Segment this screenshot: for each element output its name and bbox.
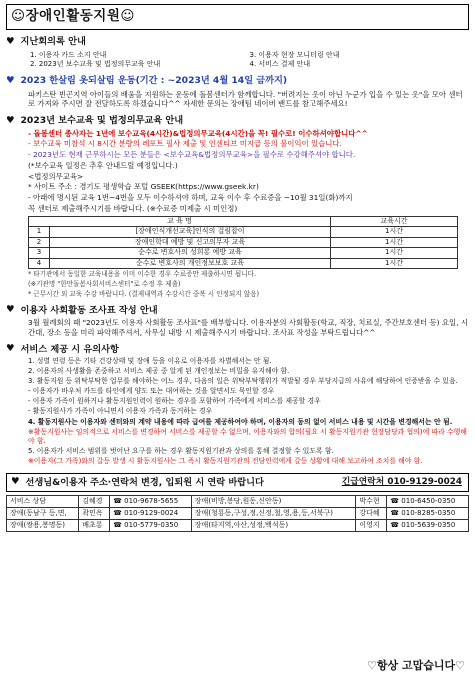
table-cell: [장애인식개선교육]인식의 걸림잡이 xyxy=(50,227,331,238)
table-row xyxy=(7,508,469,520)
heart-icon: ♥ xyxy=(11,476,20,488)
table-row xyxy=(7,520,469,532)
contact-area: 장애(청룡동,구성,정,신정,철,영,용,등,서북구) xyxy=(191,508,356,520)
contact-name: 곽민옥 xyxy=(79,508,110,520)
caution-line: ※활동지원사는 임의적으로 서비스를 변경하여 서비스를 제공할 수 없으며, 이용자와의 합의(필요 시 활동지원기관 현장담당과 협의)에 따라 수행해야 함. xyxy=(28,427,467,445)
section-heading: 2023년 보수교육 및 법정의무교육 안내 xyxy=(20,115,184,127)
contact-phone[interactable]: ☎ 010-9129-0024 xyxy=(110,508,192,520)
table-cell: 2 xyxy=(29,237,50,248)
table-cell: 순수로 변호사의 성희롱 예방 교육 xyxy=(50,248,331,259)
agenda-item: 4. 서비스 결제 안내 xyxy=(249,59,311,68)
caution-line: - 활동지원사가 가족이 아니면서 이용자 가족과 동거하는 경우 xyxy=(28,407,213,416)
section-heading: 이용자 사회활동 조사표 작성 안내 xyxy=(20,304,158,316)
contact-name: 김혜경 xyxy=(79,496,110,508)
education-line: (*보수교육 일정은 추후 안내드릴 예정입니다.) xyxy=(28,160,178,170)
agenda-item: 3. 이용자 현장 모니터링 안내 xyxy=(249,50,340,59)
table-cell: 순수로 변호사의 개인정보보호 교육 xyxy=(50,258,331,269)
contact-phone[interactable]: ☎ 010-5639-0350 xyxy=(387,520,469,532)
education-site-line[interactable]: * 사이트 주소 : 경기도 평생학습 포털 GSEEK(https://www.gseek.kr) xyxy=(28,182,259,192)
table-cell: 1시간 xyxy=(331,248,458,259)
heart-icon: ♥ xyxy=(6,75,15,86)
caution-line: - 이용자 가족이 원하거나 활동지원인력이 원하는 경우를 포함하여 가족에게 서비스를 제공할 경우 xyxy=(28,397,321,406)
contact-area: 서비스 상담 xyxy=(7,496,79,508)
footer-heading: 선생님&이용자 주소·연락처 변경, 입퇴원 시 연락 바랍니다 xyxy=(25,476,264,488)
contact-phone[interactable]: ☎ 010-9678-5655 xyxy=(110,496,192,508)
emergency-contact[interactable]: 긴급연락처 010-9129-0024 xyxy=(341,476,462,487)
contact-name: 강다혜 xyxy=(356,508,387,520)
title-box xyxy=(6,4,469,30)
table-row xyxy=(29,237,458,248)
contact-change-bar xyxy=(6,473,469,492)
table-row xyxy=(29,227,458,238)
education-line: <법정의무교육> xyxy=(28,171,84,181)
table-cell: 1시간 xyxy=(331,258,458,269)
table-cell: 1 xyxy=(29,227,50,238)
contact-area: 장애(비방,봉당,원동,신안동) xyxy=(191,496,356,508)
section-education xyxy=(6,115,469,298)
section-heading: 지난회의록 안내 xyxy=(20,36,86,48)
heart-icon: ♥ xyxy=(6,115,15,127)
contact-phone[interactable]: ☎ 010-5779-0350 xyxy=(110,520,192,532)
contact-name: 이영지 xyxy=(356,520,387,532)
contact-phone[interactable]: ☎ 010-8285-0350 xyxy=(387,508,469,520)
heart-icon: ♥ xyxy=(6,304,15,316)
social-activity-body: 3월 월례회의 때 "2023년도 이용자 사회활동 조사표"를 배부합니다. 이용자분의 사회활동(학교, 직장, 치료실, 주간보호센터 등) 요일, 시간대, 장소 등을 미리 파악해주셔서, 사무실 내방 시 제출해주시기 바랍니다. 조사표 작성을 부탁드립니다^^ xyxy=(28,317,469,337)
caution-line: 3. 활동지원 등 위탁부탁한 업무를 해야하는 어느 경우, 다음의 일은 위탁부탁행위가 적발될 경우 부당지급의 사유에 해당하여 인증받을 수 있음. xyxy=(28,377,458,386)
education-note: * 근무시간 외 교육 수강 바랍니다. (결제내역과 수강시간 중복 시 인정되지 않음) xyxy=(28,289,260,298)
contact-area: 장애(타지역,아산,성정,백석동) xyxy=(191,520,356,532)
campaign-body: 파키스탄 빈곤지역 아이들의 배움을 지원하는 운동에 돌봄센터가 함께합니다. "버려지는 옷이 아닌 누군가 입을 수 있는 옷"을 모아 센터로 가져와 주시면 잘 전달하도록 하겠습니다^^ 자세한 문의는 장애팀 네이버 밴드를 참고해주세요! xyxy=(28,89,463,109)
thanks-message: ♡항상 고맙습니다♡ xyxy=(367,659,465,673)
table-header: 교육시간 xyxy=(331,216,458,227)
contact-name: 박수현 xyxy=(356,496,387,508)
education-line: - 아래에 명시된 교육 1번~4번을 모두 이수하셔야 하며, 교육 이수 후 수료증을 ~10월 31일(화)까지 xyxy=(28,193,353,203)
education-line: - 2023년도 현재 근무하시는 모든 분들은 <보수교육&법정의무교육>을 필수로 수강해주셔야 합니다. xyxy=(28,150,356,160)
table-row xyxy=(29,248,458,259)
table-cell: 3 xyxy=(29,248,50,259)
caution-line: 5. 이용자가 서비스 범위를 벗어난 요구를 하는 경우 활동지원기관과 상의를 통해 결정할 수 있도록 함. xyxy=(28,446,334,455)
agenda-item: 2. 2023년 보수교육 및 법정의무교육 안내 xyxy=(30,59,161,68)
table-row xyxy=(29,258,458,269)
table-cell: 4 xyxy=(29,258,50,269)
contact-phone[interactable]: ☎ 010-6450-0350 xyxy=(387,496,469,508)
table-cell: 1시간 xyxy=(331,237,458,248)
agenda-item: 1. 이용자 카드 소지 안내 xyxy=(30,50,107,59)
education-line: - 돌봄센터 종사자는 1년에 보수교육(4시간)&법정의무교육(4시간)을 꼭! 필수로! 이수하셔야합니다^^ xyxy=(28,128,368,138)
table-cell: 장애인학대 예방 및 신고의무자 교육 xyxy=(50,237,331,248)
caution-line: 4. 활동지원사는 이용자와 센터와의 계약 내용에 따라 급여를 제공하여야 하며, 이용자의 동의 없이 서비스 내용 및 시간을 변경해서는 안 됨. xyxy=(28,417,453,426)
section-heading: 서비스 제공 시 유의사항 xyxy=(20,343,119,355)
education-note: (※기관명 "한만돌봄사회서비스센터"로 수정 후 제출) xyxy=(28,279,181,288)
heart-icon: ♥ xyxy=(6,36,15,47)
table-header: 교 육 명 xyxy=(29,216,331,227)
table-row xyxy=(7,496,469,508)
caution-line: ※이용자(그 가족)와의 갈등 발생 시 활동지원사는 그 즉시 활동지원기관의 전담인력에게 갈등 상황에 대해 보고하여 조치를 해야 함. xyxy=(28,457,423,466)
section-clothes-campaign xyxy=(6,75,469,109)
contact-name: 배초롱 xyxy=(79,520,110,532)
education-line: - 보수교육 미참석 시 8시간 분량의 레포트 필사 제출 및 인센티브 미지급 등의 불이익이 있습니다. xyxy=(28,139,342,149)
caution-line: 2. 이용자의 사생활을 존중하고 서비스 제공 중 알게 된 개인정보는 비밀을 유지해야 함. xyxy=(28,367,290,376)
page-title: ☺장애인활동지원☺ xyxy=(11,8,135,25)
education-line: 꼭 센터로 제출해주시기를 바랍니다. (※수료증 미제출 시 미인정) xyxy=(28,203,238,213)
education-table xyxy=(28,216,458,270)
caution-line: - 이용자가 바우처 카드를 타인에게 양도 또는 대여하는 것을 알면서도 묵인할 경우 xyxy=(28,387,275,396)
section-previous-minutes xyxy=(6,36,469,69)
contact-area: 장애(쌍용,봉명동) xyxy=(7,520,79,532)
heart-icon: ♥ xyxy=(6,343,15,355)
table-header-row xyxy=(29,216,458,227)
contact-area: 장애(동남구 등,면, xyxy=(7,508,79,520)
section-social-activity xyxy=(6,304,469,337)
caution-line: 1. 성별 연령 등은 기타 건강상태 및 장애 등을 이유로 이용자를 차별해서는 안 됨. xyxy=(28,356,272,365)
section-service-cautions xyxy=(6,343,469,466)
table-cell: 1시간 xyxy=(331,227,458,238)
section-heading: 2023 한살림 옷되살림 운동(기간 : ~2023년 4월 14일 금까지) xyxy=(20,75,288,87)
contacts-table xyxy=(6,495,469,532)
education-note: * 타기관에서 동일한 교육내용을 이미 이수한 경우 수료증만 제출하시면 됩니다. xyxy=(28,270,257,279)
